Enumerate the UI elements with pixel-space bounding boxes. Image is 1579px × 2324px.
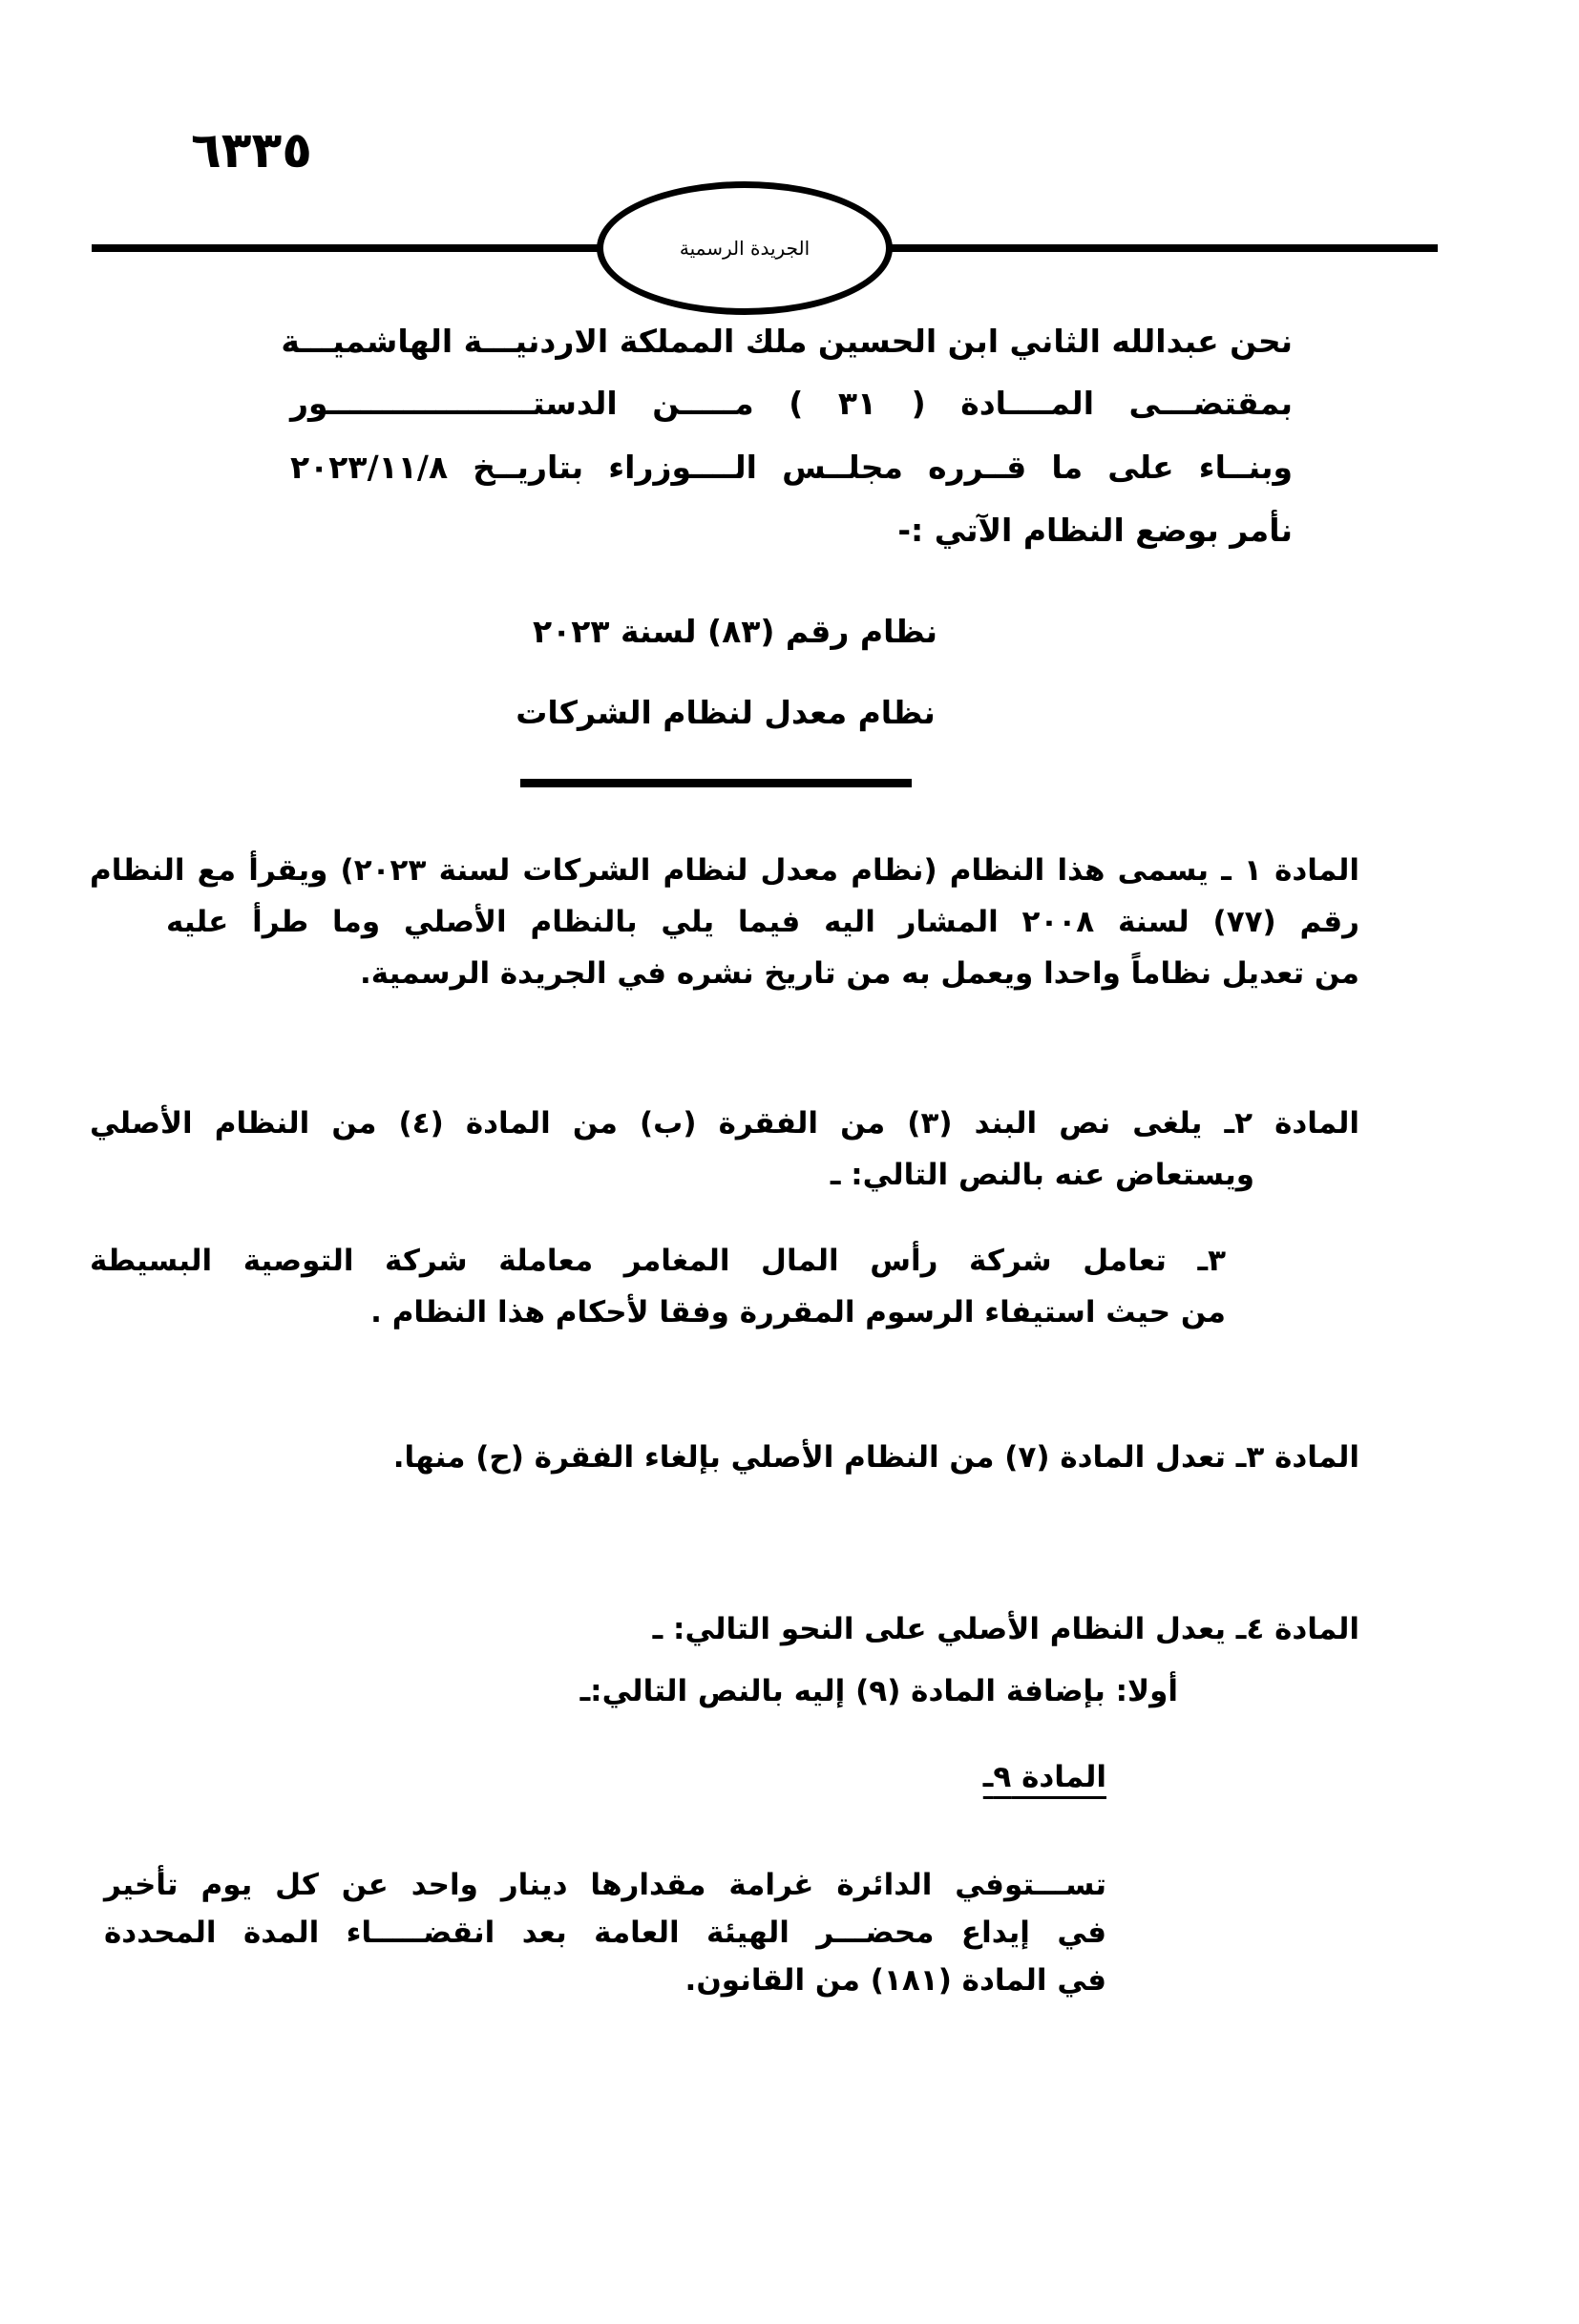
new-article-line: تســـتوفي الدائرة غرامة مقدارها دينار واحد عن كل يوم تأخير — [104, 1868, 1106, 1902]
article-2 — [90, 1098, 1359, 1201]
article-line: المادة ٢ـ يلغى نص البند (٣) من الفقرة (ب) من المادة (٤) من النظام الأصلي — [90, 1106, 1359, 1141]
article-3 — [309, 1432, 1359, 1483]
page-number: ٦٣٣٥ — [191, 122, 312, 179]
article-4 — [309, 1603, 1359, 1655]
gazette-label: الجريدة الرسمية — [679, 237, 811, 260]
new-article-9-heading — [820, 1751, 1106, 1803]
preamble-line: وبنــاء على ما قــرره مجلــس الــــوزراء بتاريــخ ٢٠٢٣/١١/٨ — [290, 449, 1293, 486]
sub-item-line: أولا: بإضافة المادة (٩) إليه بالنص التالي:ـ — [579, 1674, 1178, 1708]
regulation-name: نظام معدل لنظام الشركات — [516, 694, 936, 731]
article-4-sub-item — [319, 1665, 1178, 1717]
clause-line: ٣ـ تعامل شركة رأس المال المغامر معاملة شركة التوصية البسيطة — [90, 1244, 1226, 1278]
new-article-heading: المادة ٩ـ — [982, 1760, 1106, 1794]
new-article-line: في إيداع محضـــر الهيئة العامة بعد انقضـــــاء المدة المحددة — [104, 1916, 1106, 1950]
article-line: رقم (٧٧) لسنة ٢٠٠٨ المشار اليه فيما يلي بالنظام الأصلي وما طرأ عليه — [166, 905, 1359, 939]
article-line: المادة ٣ـ تعدل المادة (٧) من النظام الأصلي بإلغاء الفقرة (ح) منها. — [392, 1440, 1359, 1475]
article-2-clause — [90, 1235, 1226, 1338]
article-line: المادة ١ ـ يسمى هذا النظام (نظام معدل لنظام الشركات لسنة ٢٠٢٣) ويقرأ مع النظام — [90, 853, 1359, 888]
article-1 — [90, 845, 1359, 999]
article-line: المادة ٤ـ يعدل النظام الأصلي على النحو التالي: ـ — [652, 1612, 1359, 1646]
preamble-line: نحن عبدالله الثاني ابن الحسين ملك المملكة الاردنيـــة الهاشميـــة — [281, 323, 1293, 360]
preamble-line: بمقتضـــى المــــادة ( ٣١ ) مـــــن الدستـــــــــــــــــــور — [290, 385, 1293, 422]
article-line: ويستعاض عنه بالنص التالي: ـ — [830, 1158, 1254, 1192]
title-underline — [520, 779, 912, 787]
regulation-number: نظام رقم (٨٣) لسنة ٢٠٢٣ — [532, 613, 938, 650]
article-line: من تعديل نظاماً واحدا ويعمل به من تاريخ نشره في الجريدة الرسمية. — [360, 956, 1359, 991]
gazette-emblem — [597, 181, 893, 315]
new-article-9-text — [104, 1861, 1106, 2004]
preamble-line: نأمر بوضع النظام الآتي :- — [897, 512, 1293, 549]
clause-line: من حيث استيفاء الرسوم المقررة وفقا لأحكام هذا النظام . — [370, 1295, 1226, 1329]
new-article-line: في المادة (١٨١) من القانون. — [684, 1963, 1106, 1998]
